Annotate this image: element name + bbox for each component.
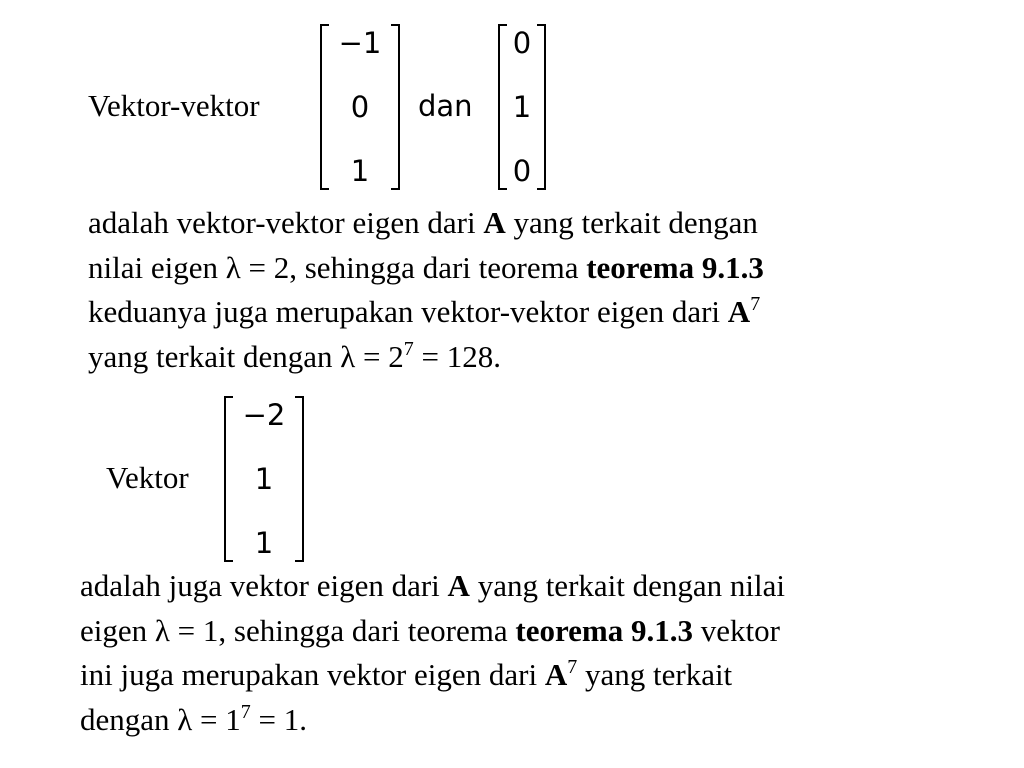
matrix-vector-c xyxy=(224,396,304,562)
text: yang terkait dengan xyxy=(505,205,758,240)
right-bracket xyxy=(537,24,546,190)
left-bracket xyxy=(498,24,507,190)
matrix-cell: −1 xyxy=(338,26,382,60)
left-bracket xyxy=(224,396,233,562)
exponent: 7 xyxy=(567,656,578,678)
matrix-vector-a xyxy=(320,24,400,190)
matrix-cell: 1 xyxy=(350,154,370,188)
left-bracket xyxy=(320,24,329,190)
paragraph-1 xyxy=(88,201,764,379)
paragraph-line xyxy=(88,335,764,380)
matrix-cell: 1 xyxy=(254,462,274,496)
text: = 1. xyxy=(250,701,308,737)
paragraph-line xyxy=(88,201,764,246)
vector-lead-label-2: Vektor xyxy=(106,460,189,495)
text: nilai eigen λ = 2, sehingga dari teorema xyxy=(88,249,587,285)
matrix-cell: 0 xyxy=(512,26,532,60)
paragraph-line xyxy=(80,653,785,698)
text: vektor xyxy=(693,612,780,648)
text: ini juga merupakan vektor eigen dari xyxy=(80,657,545,692)
theorem-reference: teorema 9.1.3 xyxy=(586,249,764,285)
paragraph-2 xyxy=(80,564,785,742)
right-bracket xyxy=(391,24,400,190)
matrix-vector-b xyxy=(498,24,546,190)
text: eigen λ = 1, sehingga dari teorema xyxy=(80,612,516,648)
matrix-cell: −2 xyxy=(242,398,286,432)
theorem-reference: teorema 9.1.3 xyxy=(515,612,693,648)
text: yang terkait xyxy=(577,657,733,692)
matrix-symbol: A xyxy=(544,657,568,692)
text: adalah juga vektor eigen dari xyxy=(80,568,448,603)
text: = 128. xyxy=(413,338,501,374)
exponent: 7 xyxy=(403,337,414,360)
matrix-cell: 0 xyxy=(512,154,532,188)
exponent: 7 xyxy=(240,700,251,723)
matrix-cell: 0 xyxy=(350,90,370,124)
matrix-cell: 1 xyxy=(254,526,274,560)
text: keduanya juga merupakan vektor-vektor eigen dari xyxy=(88,294,728,329)
exponent: 7 xyxy=(750,293,761,315)
paragraph-line xyxy=(88,246,764,291)
right-bracket xyxy=(295,396,304,562)
matrix-cell: 1 xyxy=(512,90,532,124)
text: yang terkait dengan nilai xyxy=(469,568,785,603)
text: adalah vektor-vektor eigen dari xyxy=(88,205,484,240)
paragraph-line xyxy=(80,698,785,743)
matrix-symbol: A xyxy=(447,568,470,603)
text: yang terkait dengan λ = 2 xyxy=(88,338,404,374)
matrix-symbol: A xyxy=(727,294,751,329)
text: dengan λ = 1 xyxy=(80,701,241,737)
paragraph-line xyxy=(88,290,764,335)
matrix-symbol: A xyxy=(483,205,506,240)
paragraph-line xyxy=(80,564,785,609)
connector-dan: dan xyxy=(418,89,473,123)
vector-lead-label: Vektor-vektor xyxy=(88,88,260,123)
paragraph-line xyxy=(80,609,785,654)
